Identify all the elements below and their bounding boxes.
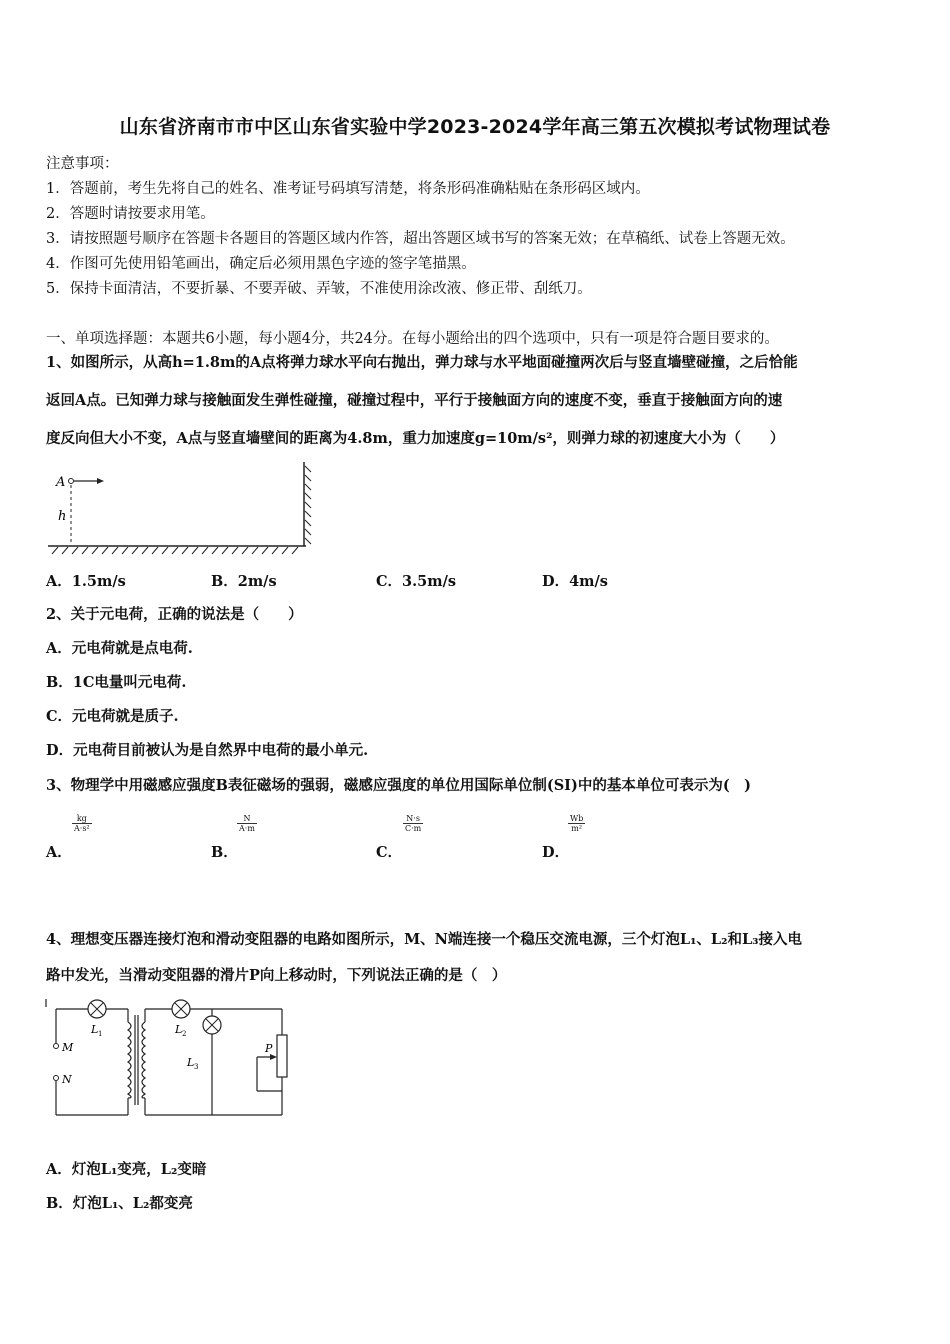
q4-option-a[interactable]: A．灯泡L₁变亮，L₂变暗 [46,1161,207,1178]
q2-option-a[interactable]: A．元电荷就是点电荷. [46,640,193,657]
notice-item: 2．答题时请按要求用笔。 [46,206,215,222]
q1-option-a[interactable]: A．1.5m/s [46,573,126,590]
q3-option-a-label[interactable]: A． [46,844,72,861]
fraction-numerator: N·s [403,814,423,824]
fraction-numerator: kg [72,814,92,824]
notice-item: 1．答题前，考生先将自己的姓名、准考证号码填写清楚，将条形码准确粘贴在条形码区域内。 [46,181,650,197]
label-l2: L [175,1023,183,1036]
notice-heading: 注意事项： [46,156,119,172]
q1-option-c[interactable]: C．3.5m/s [376,573,457,590]
q2-option-d[interactable]: D．元电荷目前被认为是自然界中电荷的最小单元. [46,742,369,759]
label-l1: L [91,1023,99,1036]
fraction-numerator: N [237,814,257,824]
fraction-denominator: A·m [239,824,255,833]
notice-item: 4．作图可先使用铅笔画出，确定后必须用黑色字迹的签字笔描黑。 [46,256,476,272]
notice-item: 3．请按照题号顺序在答题卡各题目的答题区域内作答，超出答题区域书写的答案无效；在草稿纸、试卷上答题无效。 [46,231,795,247]
fraction-numerator: Wb [570,814,584,823]
page-title: 山东省济南市市中区山东省实验中学2023-2024学年高三第五次模拟考试物理试卷 [119,116,831,138]
q1-option-d[interactable]: D．4m/s [542,573,608,590]
fraction-denominator: m² [571,824,583,833]
label-l3-sub: 3 [194,1063,199,1071]
label-l1-sub: 1 [98,1030,103,1038]
q4-circuit-figure [44,995,294,1120]
q4-stem-line: 4、理想变压器连接灯泡和滑动变阻器的电路如图所示，M、N端连接一个稳压交流电源，三个灯泡L₁、L₂和L₃接入电 [46,931,803,948]
q1-stem-line: 度反向但大小不变，A点与竖直墙壁间的距离为4.8m，重力加速度g=10m/s²，则弹力球的初速度大小为（ ） [46,430,785,447]
q4-option-b[interactable]: B．灯泡L₁、L₂都变亮 [46,1195,193,1212]
q1-figure [44,458,314,558]
q3-option-b-label[interactable]: B． [211,844,238,861]
q3-stem: 3、物理学中用磁感应强度B表征磁场的强弱，磁感应强度的单位用国际单位制(SI)中的基本单位可表示为( ) [46,777,752,794]
q1-stem-line: 返回A点。已知弹力球与接触面发生弹性碰撞，碰撞过程中，平行于接触面方向的速度不变，垂直于接触面方向的速 [46,392,783,409]
q2-option-b[interactable]: B．1C电量叫元电荷. [46,674,187,691]
label-p: P [265,1042,273,1055]
label-m: M [62,1041,74,1054]
q3-option-b-fraction [237,814,257,833]
q3-option-a-fraction [72,814,92,833]
q3-option-c-label[interactable]: C． [376,844,403,861]
fraction-denominator: A·s² [74,824,90,833]
label-l2-sub: 2 [182,1030,187,1038]
q2-stem: 2、关于元电荷，正确的说法是（ ） [46,606,303,623]
q4-stem-line: 路中发光，当滑动变阻器的滑片P向上移动时，下列说法正确的是（ ） [46,967,507,984]
q1-stem-line: 1、如图所示，从高h=1.8m的A点将弹力球水平向右抛出，弹力球与水平地面碰撞两次后与竖直墙壁碰撞，之后恰能 [46,354,798,371]
section-heading: 一、单项选择题：本题共6小题，每小题4分，共24分。在每小题给出的四个选项中，只有一项是符合题目要求的。 [46,331,779,347]
q1-option-b[interactable]: B．2m/s [211,573,277,590]
q1-label-a: A [56,475,66,490]
q3-option-c-fraction [403,814,423,833]
q2-option-c[interactable]: C．元电荷就是质子. [46,708,179,725]
label-l3: L [187,1056,195,1069]
notice-item: 5．保持卡面清洁，不要折暴、不要弄破、弄皱，不准使用涂改液、修正带、刮纸刀。 [46,281,592,297]
q3-option-d-fraction [568,814,585,833]
q3-option-d-label[interactable]: D． [542,844,570,861]
q1-label-h: h [58,509,67,524]
fraction-denominator: C·m [405,824,422,833]
label-n: N [62,1073,72,1086]
